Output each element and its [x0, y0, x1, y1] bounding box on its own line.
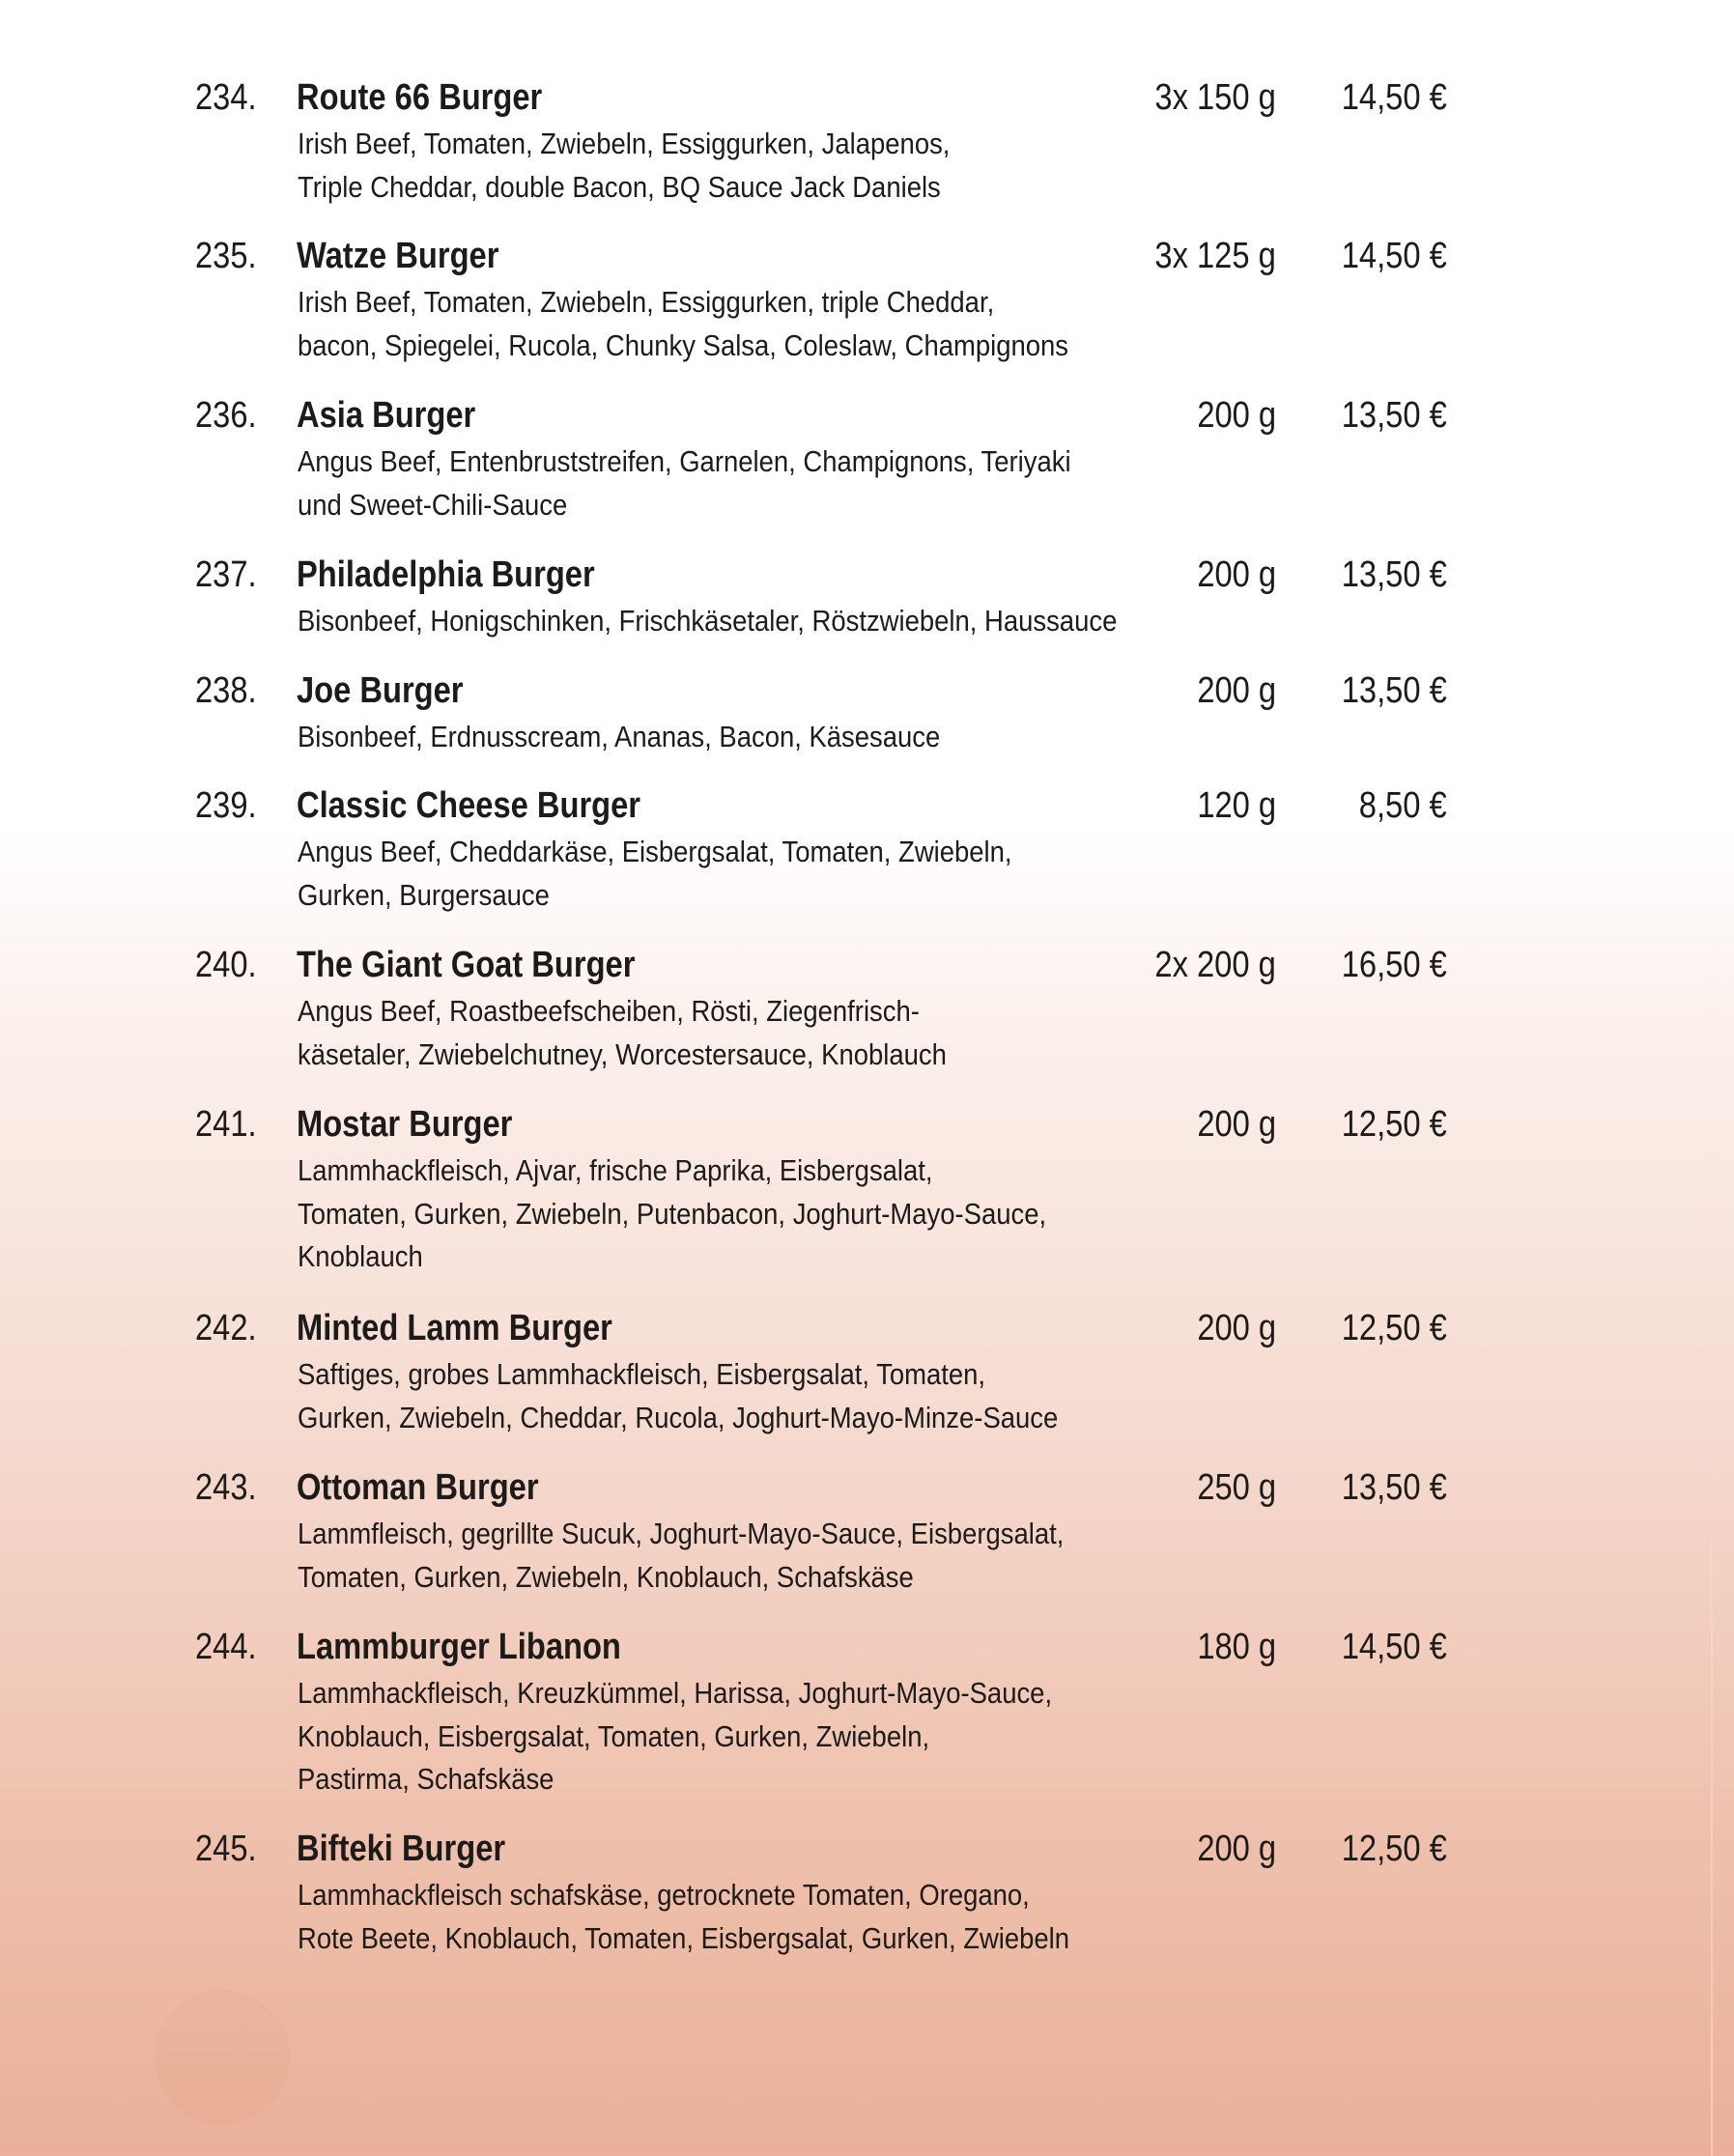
item-number: 236. — [195, 395, 257, 436]
item-number: 244. — [195, 1627, 257, 1667]
item-price: 13,50 € — [1341, 1467, 1447, 1508]
item-weight: 250 g — [1197, 1467, 1276, 1508]
item-number: 238. — [195, 670, 257, 711]
item-name: Asia Burger — [297, 395, 476, 436]
item-name: Classic Cheese Burger — [297, 785, 641, 826]
description-line: Knoblauch — [298, 1240, 423, 1273]
description-line: Irish Beef, Tomaten, Zwiebeln, Essiggurken, Jalapenos, — [298, 128, 951, 160]
item-description — [298, 1149, 1046, 1279]
item-price: 16,50 € — [1341, 945, 1447, 985]
description-line: Lammhackfleisch schafskäse, getrocknete Tomaten, Oregano, — [298, 1879, 1030, 1912]
item-weight: 200 g — [1197, 554, 1276, 595]
description-line: Saftiges, grobes Lammhackfleisch, Eisbergsalat, Tomaten, — [298, 1358, 986, 1391]
item-weight: 200 g — [1197, 1104, 1276, 1145]
description-line: Irish Beef, Tomaten, Zwiebeln, Essiggurken, triple Cheddar, — [298, 286, 995, 319]
item-number: 240. — [195, 945, 257, 985]
description-line: und Sweet-Chili-Sauce — [298, 488, 568, 522]
item-number: 235. — [195, 236, 257, 276]
item-price: 14,50 € — [1341, 77, 1447, 118]
item-description — [298, 440, 1071, 526]
description-line: Tomaten, Gurken, Zwiebeln, Knoblauch, Schafskäse — [298, 1560, 914, 1594]
description-line: Triple Cheddar, double Bacon, BQ Sauce Jack Daniels — [298, 170, 941, 204]
item-price: 8,50 € — [1359, 785, 1447, 826]
item-description — [298, 1874, 1069, 1960]
description-line: Bisonbeef, Erdnusscream, Ananas, Bacon, Käsesauce — [298, 721, 941, 753]
description-line: Knoblauch, Eisbergsalat, Tomaten, Gurken, Zwiebeln, — [298, 1719, 930, 1753]
item-name: Watze Burger — [297, 236, 499, 276]
item-number: 241. — [195, 1104, 257, 1145]
item-number: 237. — [195, 554, 257, 595]
item-name: Ottoman Burger — [297, 1467, 539, 1508]
item-name: Bifteki Burger — [297, 1829, 506, 1869]
description-line: Gurken, Zwiebeln, Cheddar, Rucola, Joghurt-Mayo-Minze-Sauce — [298, 1401, 1059, 1434]
description-line: Pastirma, Schafskäse — [298, 1763, 554, 1796]
item-description — [298, 831, 1012, 917]
item-name: Minted Lamm Burger — [297, 1308, 612, 1348]
item-price: 12,50 € — [1341, 1104, 1447, 1145]
description-line: käsetaler, Zwiebelchutney, Worcestersauce, Knoblauch — [298, 1037, 947, 1071]
description-line: Lammfleisch, gegrillte Sucuk, Joghurt-Mayo-Sauce, Eisbergsalat, — [298, 1518, 1065, 1550]
item-weight: 200 g — [1197, 670, 1276, 711]
item-weight: 3x 125 g — [1154, 236, 1276, 276]
item-name: Lammburger Libanon — [297, 1627, 621, 1667]
item-description — [298, 1353, 1058, 1439]
item-description — [298, 716, 940, 759]
description-line: Angus Beef, Roastbeefscheiben, Rösti, Ziegenfrisch- — [298, 995, 920, 1028]
item-weight: 200 g — [1197, 395, 1276, 436]
item-description — [298, 1513, 1064, 1599]
item-price: 14,50 € — [1341, 236, 1447, 276]
item-number: 234. — [195, 77, 257, 118]
description-line: Tomaten, Gurken, Zwiebeln, Putenbacon, Joghurt-Mayo-Sauce, — [298, 1197, 1047, 1231]
description-line: bacon, Spiegelei, Rucola, Chunky Salsa, Coleslaw, Champignons — [298, 328, 1069, 362]
item-number: 239. — [195, 785, 257, 826]
item-description — [298, 123, 950, 209]
item-description — [298, 600, 1117, 643]
item-weight: 2x 200 g — [1154, 945, 1276, 985]
item-name: Joe Burger — [297, 670, 464, 711]
item-description — [298, 1672, 1052, 1801]
description-line: Gurken, Burgersauce — [298, 878, 550, 912]
item-name: Mostar Burger — [297, 1104, 513, 1145]
item-price: 13,50 € — [1341, 554, 1447, 595]
item-price: 12,50 € — [1341, 1308, 1447, 1348]
description-line: Angus Beef, Cheddarkäse, Eisbergsalat, Tomaten, Zwiebeln, — [298, 836, 1012, 868]
decorative-circle — [155, 1990, 290, 2125]
item-number: 245. — [195, 1829, 257, 1869]
item-weight: 3x 150 g — [1154, 77, 1276, 118]
item-price: 13,50 € — [1341, 670, 1447, 711]
item-name: Route 66 Burger — [297, 77, 543, 118]
description-line: Angus Beef, Entenbruststreifen, Garnelen, Champignons, Teriyaki — [298, 445, 1071, 478]
item-number: 242. — [195, 1308, 257, 1348]
description-line: Rote Beete, Knoblauch, Tomaten, Eisbergsalat, Gurken, Zwiebeln — [298, 1921, 1070, 1955]
item-number: 243. — [195, 1467, 257, 1508]
item-weight: 200 g — [1197, 1308, 1276, 1348]
item-description — [298, 990, 947, 1076]
item-price: 14,50 € — [1341, 1627, 1447, 1667]
item-weight: 180 g — [1197, 1627, 1276, 1667]
description-line: Lammhackfleisch, Ajvar, frische Paprika, Eisbergsalat, — [298, 1154, 933, 1187]
item-name: Philadelphia Burger — [297, 554, 595, 595]
scan-artifact-line — [1711, 850, 1713, 2156]
item-weight: 120 g — [1197, 785, 1276, 826]
item-weight: 200 g — [1197, 1829, 1276, 1869]
item-price: 13,50 € — [1341, 395, 1447, 436]
description-line: Bisonbeef, Honigschinken, Frischkäsetaler, Röstzwiebeln, Haussauce — [298, 605, 1118, 638]
item-name: The Giant Goat Burger — [297, 945, 636, 985]
description-line: Lammhackfleisch, Kreuzkümmel, Harissa, Joghurt-Mayo-Sauce, — [298, 1677, 1053, 1710]
item-description — [298, 281, 1068, 367]
item-price: 12,50 € — [1341, 1829, 1447, 1869]
